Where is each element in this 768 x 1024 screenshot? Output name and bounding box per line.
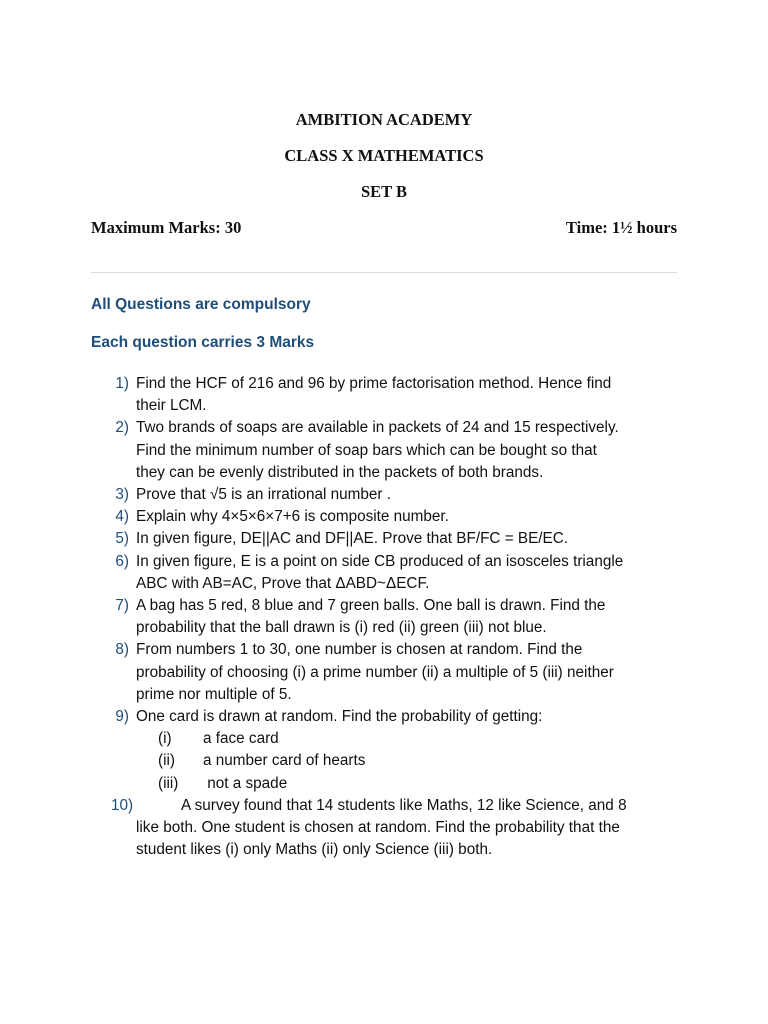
question-number: 9)	[115, 708, 129, 726]
question-10	[91, 795, 691, 862]
marks-time-row	[91, 218, 677, 238]
time-allowed: Time: 1½ hours	[565, 218, 677, 237]
question-line: Explain why 4×5×6×7+6 is composite number.	[136, 508, 449, 526]
question-number: 4)	[115, 508, 129, 526]
question-line: A bag has 5 red, 8 blue and 7 green balls. One ball is drawn. Find the	[136, 597, 606, 615]
question-line: In given figure, DE||AC and DF||AE. Prove that BF/FC = BE/EC.	[136, 530, 569, 548]
question-line-text: A survey found that 14 students like Maths, 12 like Science, and 8	[181, 796, 627, 814]
sub-question-text: a number card of hearts	[203, 752, 366, 770]
question-line: student likes (i) only Maths (ii) only Science (iii) both.	[136, 841, 493, 859]
question-line: they can be evenly distributed in the packets of both brands.	[136, 463, 544, 481]
question-number: 5)	[115, 530, 129, 548]
question-6	[91, 551, 691, 595]
sub-question-ii	[91, 750, 691, 772]
question-line: ABC with AB=AC, Prove that ΔABD~ΔECF.	[136, 574, 430, 592]
sub-question-i	[91, 728, 691, 750]
question-7	[91, 595, 691, 639]
question-3	[91, 484, 691, 506]
sub-question-iii	[91, 773, 691, 795]
question-1	[91, 373, 691, 417]
question-line: From numbers 1 to 30, one number is chosen at random. Find the	[136, 641, 583, 659]
class-title: CLASS X MATHEMATICS	[284, 146, 484, 165]
question-line: prime nor multiple of 5.	[136, 685, 292, 703]
question-number: 7)	[115, 597, 129, 615]
question-line: Find the minimum number of soap bars which can be bought so that	[136, 441, 597, 459]
question-line: their LCM.	[136, 397, 207, 415]
maximum-marks: Maximum Marks: 30	[91, 218, 242, 237]
school-name: AMBITION ACADEMY	[295, 110, 473, 129]
question-4	[91, 506, 691, 528]
instruction-marks: Each question carries 3 Marks	[91, 334, 315, 351]
question-line: probability that the ball drawn is (i) red (ii) green (iii) not blue.	[136, 619, 547, 637]
divider	[91, 272, 677, 273]
question-line: Prove that √5 is an irrational number .	[136, 486, 391, 504]
question-number: 2)	[115, 419, 129, 437]
question-number: 10)	[111, 796, 134, 814]
sub-question-text: not a spade	[203, 774, 288, 792]
question-line: like both. One student is chosen at random. Find the probability that the	[136, 819, 620, 837]
question-number: 1)	[115, 375, 129, 392]
sub-question-label: (ii)	[158, 752, 175, 770]
sub-question-label: (iii)	[158, 774, 179, 792]
set-label: SET B	[360, 182, 408, 201]
question-line: Two brands of soaps are available in packets of 24 and 15 respectively.	[136, 419, 619, 437]
question-line	[136, 795, 691, 817]
question-line: Find the HCF of 216 and 96 by prime factorisation method. Hence find	[136, 375, 612, 392]
sub-question-label: (i)	[158, 730, 172, 748]
question-8	[91, 639, 691, 706]
question-line: probability of choosing (i) a prime number (ii) a multiple of 5 (iii) neither	[136, 663, 614, 681]
question-5	[91, 528, 691, 550]
question-number: 6)	[115, 552, 129, 570]
question-list	[91, 373, 691, 861]
instruction-compulsory: All Questions are compulsory	[91, 296, 311, 313]
question-line: One card is drawn at random. Find the probability of getting:	[136, 708, 543, 726]
question-9	[91, 706, 691, 728]
question-line: In given figure, E is a point on side CB produced of an isosceles triangle	[136, 552, 624, 570]
sub-question-text: a face card	[203, 730, 279, 748]
question-number: 3)	[115, 486, 129, 504]
question-number: 8)	[115, 641, 129, 659]
question-2	[91, 417, 691, 484]
